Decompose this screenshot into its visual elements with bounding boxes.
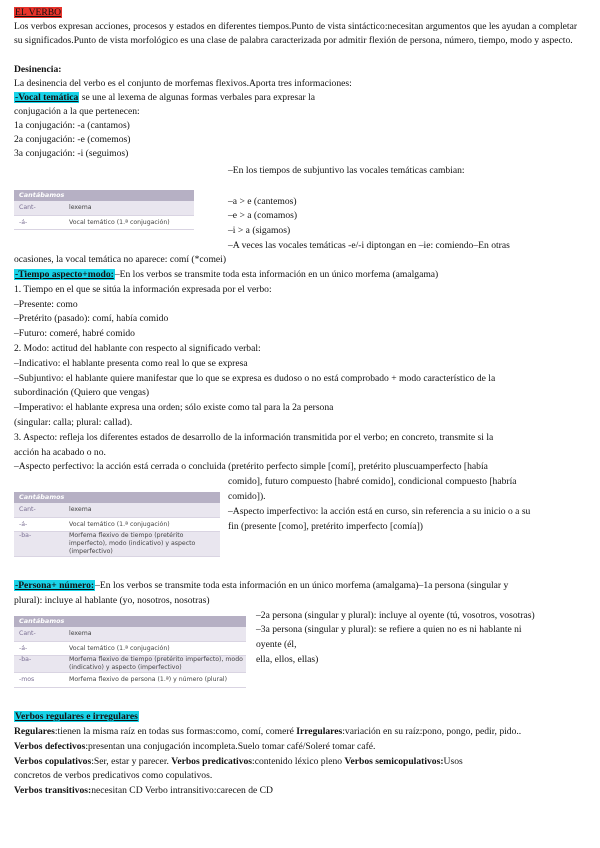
diptongo-note-cont: ocasiones, la vocal temática no aparece: comí (*comei) [14,254,227,265]
intro-paragraph: Los verbos expresan acciones, procesos y estados en diferentes tiempos.Punto de vista sintáctico:necesitan argumentos que les ayudan a completar su significados.Punto de vista morfológico es una clase de palabra caracterizada por admitir flexión de persona, número, tiempo, modo y aspecto. [14,21,578,46]
tiempo-text: 3. Aspecto: refleja los diferentes estados de desarrollo de la información transmitida por el verbo; en concreto, transmite si la [14,432,494,443]
persona-side: –2a persona (singular y plural): incluye al oyente (tú, vosotros, vosotras) [256,610,535,621]
tiempo-text: 1. Tiempo en el que se sitúa la información expresada por el verbo: [14,284,272,295]
persona-side: oyente (él, [256,639,297,650]
regulares-heading: Verbos regulares e irregulares [15,711,138,722]
transitivos-line: Verbos transitivos:necesitan CD Verbo intransitivo:carecen de CD [14,785,273,796]
imperfectivo-text: –Aspecto imperfectivo: la acción está en curso, sin referencia a su inicio o a su [228,506,531,517]
table-header: Cantábamos [14,190,194,201]
page-title: EL VERBO [15,7,62,18]
tiempo-text: –Subjuntivo: el hablante quiere manifestar que lo que se expresa es dudoso o no está comprobado + modo característico de la [14,373,496,384]
tiempo-text: –Futuro: comeré, habré comido [14,328,135,339]
desinencia-text: La desinencia del verbo es el conjunto de morfemas flexivos.Aporta tres informaciones: [14,78,352,89]
vocal-change-item: –e > a (comamos) [228,210,298,221]
persona-side: –3a persona (singular y plural): se refiere a quien no es ni hablante ni [256,624,522,635]
vocal-change-item: –a > e (cantemos) [228,196,297,207]
vocal-change-item: –i > a (sigamos) [228,225,291,236]
tiempo-text: subordinación (Quiero que vengas) [14,387,150,398]
tiempo-text: –Imperativo: el hablante expresa una orden; sólo existe como tal para la 2a persona [14,402,334,413]
tiempo-text: acción ha acabado o no. [14,447,106,458]
table-row: Cant- lexema [14,201,194,216]
perfectivo-cont: comido], futuro compuesto [habré comido], condicional compuesto [habría [228,476,517,487]
conj-item: 3a conjugación: -i (seguimos) [14,148,129,159]
vocal-line: -Vocal temática se une al lexema de algunas formas verbales para expresar la [15,92,316,103]
imperfectivo-text: fin (presente [como], pretérito imperfecto [comía]) [228,521,423,532]
table-row: -á- Vocal temático (1.ª conjugación) [14,642,246,657]
tiempo-text: –Pretérito (pasado): comí, había comido [14,313,169,324]
tiempo-text: –Indicativo: el hablante presenta como real lo que se expresa [14,358,248,369]
tiempo-line: -Tiempo aspecto+modo:–En los verbos se transmite toda esta información en un único morfema (amalgama) [15,269,439,280]
table-row: -ba- Morfema flexivo de tiempo (pretérito imperfecto), modo (indicativo) y aspecto (imperfectivo) [14,532,220,557]
copulativos-line: Verbos copulativos:Ser, estar y parecer. Verbos predicativos:contenido léxico pleno Verbos semicopulativos:Usos [14,756,463,767]
semicopulativos-cont: concretos de verbos predicativos como copulativos. [14,770,213,781]
table-row: Cant- lexema [14,503,220,518]
persona-line: -Persona+ número:–En los verbos se transmite toda esta información en un único morfema (amalgama)–1a persona (singular y [15,580,509,591]
table-row: -á- Vocal temático (1.ª conjugación) [14,216,194,231]
tiempo-text: –Presente: como [14,299,78,310]
conj-item: 2a conjugación: -e (comemos) [14,134,131,145]
diptongo-note: –A veces las vocales temáticas -e/-i diptongan en –ie: comiendo–En otras [228,240,510,251]
subjuntivo-note: –En los tiempos de subjuntivo las vocales temáticas cambian: [228,165,465,176]
table-row: Cant- lexema [14,627,246,642]
desinencia-heading: Desinencia: [14,64,62,75]
vocal-text: conjugación a la que pertenecen: [14,106,140,117]
table-header: Cantábamos [14,616,246,627]
table-cantabamos-2 [14,492,220,557]
table-cantabamos-3 [14,616,246,688]
regulares-line: Regulares:tienen la misma raíz en todas sus formas:como, comí, comeré Irregulares:variación en su raíz:pono, pongo, pedir, pido.. [14,726,522,737]
table-row: -mos Morfema flexivo de persona (1.ª) y número (plural) [14,673,246,688]
persona-text: plural): incluye al hablante (yo, nosotros, nosotras) [14,595,210,606]
vocal-label: -Vocal temática [15,92,79,103]
conj-item: 1a conjugación: -a (cantamos) [14,120,130,131]
tiempo-label: -Tiempo aspecto+modo: [15,269,114,280]
table-cantabamos-1 [14,190,194,230]
tiempo-text: 2. Modo: actitud del hablante con respecto al significado verbal: [14,343,261,354]
tiempo-text: –Aspecto perfectivo: la acción está cerrada o concluida (pretérito perfecto simple [comí], pretérito pluscuamperfecto [había [14,461,488,472]
tiempo-text: (singular: calla; plural: callad). [14,417,133,428]
table-row: -á- Vocal temático (1.ª conjugación) [14,518,220,533]
table-header: Cantábamos [14,492,220,503]
defectivos-line: Verbos defectivos:presentan una conjugación incompleta.Suelo tomar café/Soleré tomar café. [14,741,376,752]
table-row: -ba- Morfema flexivo de tiempo (pretérito imperfecto), modo (indicativo) y aspecto (imperfectivo) [14,656,246,673]
persona-label: -Persona+ número: [15,580,95,591]
perfectivo-cont: comido]). [228,491,266,502]
persona-side: ella, ellos, ellas) [256,654,319,665]
